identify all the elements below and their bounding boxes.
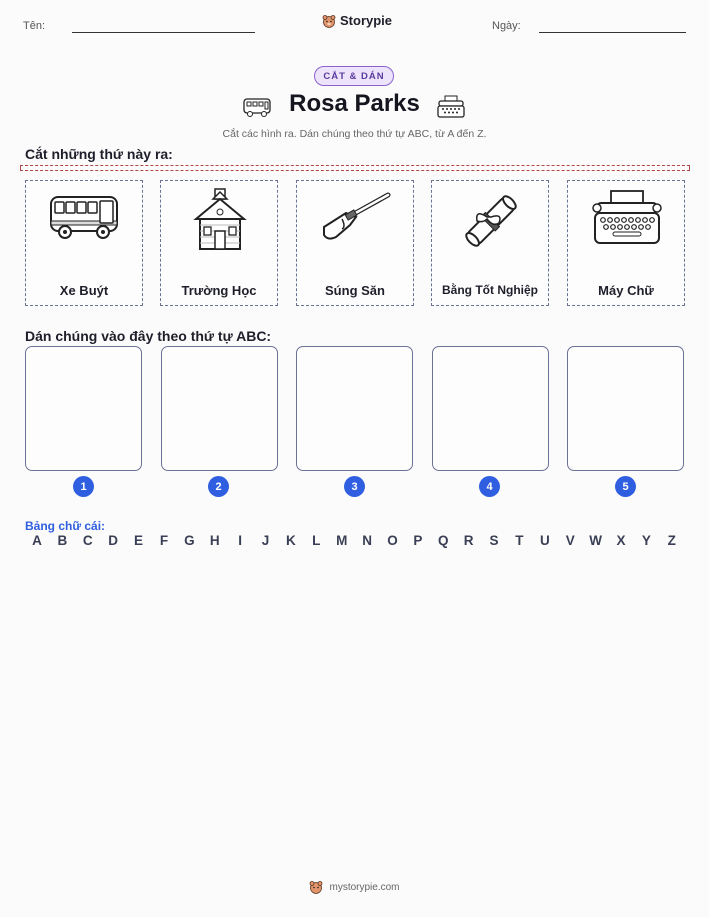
alphabet-letter: E <box>134 533 144 548</box>
activity-tag: CẮT & DÁN <box>314 66 394 86</box>
footer-site: mystorypie.com <box>329 881 400 893</box>
slot-number-4: 4 <box>479 476 500 497</box>
paste-slot-1[interactable] <box>25 346 142 471</box>
storypie-mascot-icon <box>309 880 323 894</box>
alphabet-letter: R <box>463 533 474 548</box>
card-label-bus: Xe Buýt <box>59 283 109 298</box>
storypie-mascot-icon <box>322 14 336 28</box>
card-label-shotgun: Súng Săn <box>325 283 385 298</box>
alphabet-letter: C <box>82 533 93 548</box>
alphabet-letter: B <box>57 533 68 548</box>
alphabet-heading: Bảng chữ cái: <box>25 519 106 533</box>
typewriter-title-icon <box>436 95 466 119</box>
alphabet-letter: W <box>589 533 602 548</box>
alphabet-letter: Q <box>437 533 449 548</box>
slot-number-1: 1 <box>73 476 94 497</box>
footer <box>0 880 709 894</box>
cut-card-shotgun[interactable] <box>296 180 414 306</box>
alphabet-letter: Z <box>667 533 676 548</box>
alphabet-letter: X <box>616 533 626 548</box>
instructions: Cắt các hình ra. Dán chúng theo thứ tự ABC, từ A đến Z. <box>222 128 487 140</box>
cut-heading: Cắt những thứ này ra: <box>25 146 173 162</box>
paste-heading: Dán chúng vào đây theo thứ tự ABC: <box>25 328 272 344</box>
date-label: Ngày: <box>492 20 521 32</box>
card-label-school: Trường Học <box>181 283 257 298</box>
alphabet-letter: O <box>387 533 398 548</box>
paste-slot-5[interactable] <box>567 346 684 471</box>
alphabet-letter: Y <box>641 533 651 548</box>
alphabet-letter: T <box>515 533 524 548</box>
alphabet-row <box>27 533 682 548</box>
name-field[interactable] <box>72 32 255 33</box>
alphabet-letter: U <box>539 533 550 548</box>
paste-slot-2[interactable] <box>161 346 278 471</box>
slot-number-3: 3 <box>344 476 365 497</box>
alphabet-letter: G <box>184 533 195 548</box>
date-field[interactable] <box>539 32 686 33</box>
shotgun-icon <box>316 187 396 255</box>
typewriter-icon <box>587 187 667 255</box>
alphabet-letter: M <box>336 533 348 548</box>
alphabet-letter: N <box>362 533 372 548</box>
brand-logo <box>322 13 392 28</box>
cut-card-typewriter[interactable] <box>567 180 685 306</box>
card-label-diploma: Bằng Tốt Nghiệp <box>442 283 538 297</box>
alphabet-letter: S <box>489 533 499 548</box>
alphabet-letter: P <box>413 533 423 548</box>
alphabet-letter: I <box>238 533 242 548</box>
page-title: Rosa Parks <box>289 90 420 117</box>
slot-number-2: 2 <box>208 476 229 497</box>
alphabet-letter: H <box>209 533 220 548</box>
diploma-icon <box>451 187 531 255</box>
alphabet-letter: V <box>565 533 575 548</box>
alphabet-letter: J <box>261 533 270 548</box>
paste-slot-3[interactable] <box>296 346 413 471</box>
cut-card-school[interactable] <box>160 180 278 306</box>
cut-line <box>20 165 690 171</box>
slot-number-5: 5 <box>615 476 636 497</box>
alphabet-letter: K <box>286 533 296 548</box>
alphabet-letter: F <box>159 533 169 548</box>
alphabet-letter: D <box>108 533 119 548</box>
brand-name: Storypie <box>340 13 393 28</box>
schoolhouse-icon <box>180 187 260 255</box>
paste-slot-4[interactable] <box>432 346 549 471</box>
name-label: Tên: <box>23 20 46 32</box>
cut-card-diploma[interactable] <box>431 180 549 306</box>
alphabet-letter: L <box>312 533 321 548</box>
alphabet-letter: A <box>32 533 42 548</box>
card-label-typewriter: Máy Chữ <box>598 283 654 298</box>
cut-card-bus[interactable] <box>25 180 143 306</box>
bus-icon <box>45 187 125 255</box>
